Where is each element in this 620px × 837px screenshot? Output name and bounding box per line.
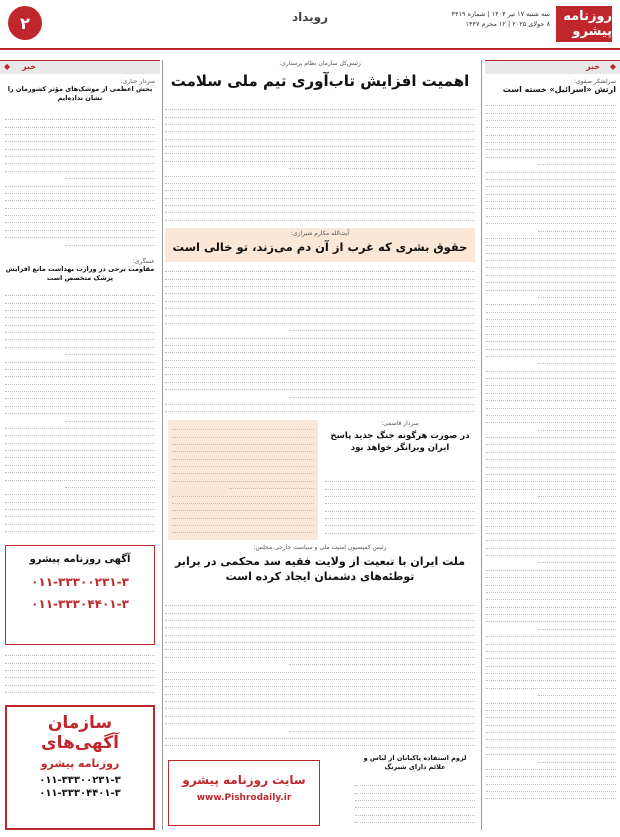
text-line	[165, 303, 475, 309]
text-line	[165, 288, 475, 294]
text-line	[165, 193, 475, 199]
text-line	[165, 104, 475, 110]
text-line	[5, 129, 155, 135]
text-line	[65, 482, 155, 488]
text-line	[165, 355, 475, 361]
issue-date-line2: ۸ جولای ۲۰۲۵ | ۱۲ محرم ۱۴۴۷	[465, 20, 550, 28]
text-line	[5, 393, 155, 399]
left-bar-label: خبر	[22, 62, 37, 71]
org-ad	[5, 705, 155, 830]
box-article-header	[325, 420, 475, 470]
text-line	[486, 594, 616, 600]
text-line	[165, 406, 475, 412]
text-line	[165, 681, 475, 687]
text-line	[172, 424, 314, 430]
org-ad-line1: سازمان	[47, 713, 113, 733]
text-line	[486, 749, 616, 755]
text-line	[325, 498, 475, 504]
text-line	[486, 550, 616, 556]
text-line	[5, 158, 155, 164]
mid-article-headline: حقوق بشری که غرب از آن دم می‌زند، تو خالی است	[172, 240, 468, 254]
text-line	[486, 410, 616, 416]
text-line	[538, 557, 616, 563]
text-line	[5, 290, 155, 296]
text-line	[5, 210, 155, 216]
text-line	[325, 483, 475, 489]
text-line	[486, 189, 616, 195]
text-line	[5, 334, 155, 340]
left-a2-body	[5, 290, 155, 540]
text-line	[165, 273, 475, 279]
text-line	[165, 148, 475, 154]
text-line	[486, 107, 616, 113]
text-line	[486, 498, 616, 504]
column-divider	[481, 60, 482, 830]
text-line	[486, 661, 616, 667]
text-line	[165, 637, 475, 643]
text-line	[165, 733, 475, 739]
text-line	[486, 705, 616, 711]
text-line	[538, 425, 616, 431]
text-line	[325, 476, 475, 482]
text-line	[5, 203, 155, 209]
text-line	[486, 100, 616, 106]
text-line	[486, 513, 616, 519]
text-line	[355, 787, 475, 793]
text-line	[486, 572, 616, 578]
text-line	[5, 151, 155, 157]
text-line	[165, 347, 475, 353]
text-line	[165, 384, 475, 390]
left-section-bar	[0, 60, 160, 74]
text-line	[486, 262, 616, 268]
text-line	[486, 742, 616, 748]
text-line	[5, 195, 155, 201]
text-line	[486, 380, 616, 386]
left-bar-marker-icon: ◆	[4, 62, 11, 71]
text-line	[325, 513, 475, 519]
text-line	[486, 270, 616, 276]
org-ad-line2: آگهی‌های	[41, 733, 119, 753]
text-line	[5, 356, 155, 362]
text-line	[5, 687, 155, 693]
text-line	[172, 513, 314, 519]
text-line	[5, 327, 155, 333]
text-line	[5, 312, 155, 318]
text-line	[486, 565, 616, 571]
bottom-article-header	[165, 544, 475, 594]
text-line	[486, 174, 616, 180]
phone-ad-number2: ۰۱۱-۳۳۳۰۴۴۰۱-۳	[31, 597, 129, 611]
text-line	[165, 689, 475, 695]
text-line	[486, 439, 616, 445]
box-article-kicker: سردار قاسمی:	[381, 420, 419, 427]
text-line	[486, 668, 616, 674]
text-line	[172, 468, 314, 474]
text-line	[486, 196, 616, 202]
text-line	[486, 115, 616, 121]
text-line	[5, 467, 155, 473]
text-line	[5, 650, 155, 656]
text-line	[172, 490, 314, 496]
text-line	[5, 121, 155, 127]
text-line	[5, 423, 155, 429]
text-line	[486, 402, 616, 408]
left-a2-kicker: عسگری:	[132, 258, 155, 265]
text-line	[165, 281, 475, 287]
text-line	[325, 520, 475, 526]
text-line	[5, 657, 155, 663]
text-line	[5, 232, 155, 238]
text-line	[486, 469, 616, 475]
text-line	[486, 587, 616, 593]
column-divider	[162, 60, 163, 830]
text-line	[486, 122, 616, 128]
left-a1-title: بخش اعظمی از موشک‌های مؤثر کشورمان را نشان نداده‌ایم	[7, 85, 153, 102]
text-line	[65, 173, 155, 179]
text-line	[65, 349, 155, 355]
text-line	[5, 672, 155, 678]
text-line	[5, 305, 155, 311]
text-line	[172, 505, 314, 511]
org-ad-phone1: ۰۱۱-۳۳۳۰۰۲۳۱-۳	[39, 775, 121, 786]
text-line	[165, 134, 475, 140]
text-line	[486, 506, 616, 512]
text-line	[165, 399, 475, 405]
text-line	[289, 659, 475, 665]
text-line	[165, 696, 475, 702]
text-line	[289, 391, 475, 397]
text-line	[486, 343, 616, 349]
text-line	[486, 779, 616, 785]
text-line	[165, 207, 475, 213]
text-line	[486, 638, 616, 644]
right-col-body	[486, 100, 616, 810]
text-line	[486, 461, 616, 467]
text-line	[325, 491, 475, 497]
text-line	[486, 417, 616, 423]
text-line	[486, 351, 616, 357]
text-line	[5, 371, 155, 377]
text-line	[538, 756, 616, 762]
site-ad	[168, 760, 320, 826]
text-line	[486, 675, 616, 681]
text-line	[5, 452, 155, 458]
text-line	[5, 504, 155, 510]
text-line	[5, 489, 155, 495]
mid-article-header	[165, 228, 475, 262]
text-line	[486, 203, 616, 209]
text-line	[486, 447, 616, 453]
text-line	[486, 520, 616, 526]
text-line	[5, 401, 155, 407]
text-line	[5, 474, 155, 480]
top-article-body	[165, 104, 475, 224]
text-line	[5, 386, 155, 392]
bottom-article-body	[165, 600, 475, 750]
text-line	[165, 185, 475, 191]
text-line	[165, 111, 475, 117]
text-line	[325, 528, 475, 534]
mid-article-kicker: آیت‌الله مکارم شیرازی:	[290, 230, 350, 237]
text-line	[486, 528, 616, 534]
text-line	[165, 266, 475, 272]
text-line	[165, 600, 475, 606]
top-article-headline: اهمیت افزایش تاب‌آوری تیم ملی سلامت	[170, 72, 470, 90]
text-line	[486, 720, 616, 726]
text-line	[172, 431, 314, 437]
left-a1-body	[5, 114, 155, 254]
bottom-article-headline: ملت ایران با تبعیت از ولایت فقیه سد محکمی در برابر توطئه‌های دشمنان ایجاد کرده است	[174, 555, 466, 583]
text-line	[486, 631, 616, 637]
text-line	[486, 543, 616, 549]
text-line	[172, 527, 314, 533]
org-ad-phone2: ۰۱۱-۳۳۳۰۴۴۰۱-۳	[39, 788, 121, 799]
text-line	[165, 622, 475, 628]
text-line	[486, 786, 616, 792]
newspaper-logo: روزنامه پیشرو	[556, 6, 612, 42]
text-line	[486, 602, 616, 608]
text-line	[486, 454, 616, 460]
text-line	[165, 126, 475, 132]
text-line	[486, 388, 616, 394]
text-line	[5, 144, 155, 150]
text-line	[5, 136, 155, 142]
top-article-kicker: رئیس‌کل سازمان نظام پرستاری:	[279, 60, 361, 67]
text-line	[289, 325, 475, 331]
mid-article-body	[165, 266, 475, 416]
left-a1-header	[5, 78, 155, 112]
text-line	[486, 233, 616, 239]
text-line	[165, 652, 475, 658]
text-line	[5, 188, 155, 194]
text-line	[5, 364, 155, 370]
text-line	[5, 665, 155, 671]
issue-date-line1: سه شنبه ۱۷ تیر ۱۴۰۴ | شماره ۴۴۱۹	[451, 10, 550, 18]
text-line	[165, 674, 475, 680]
text-line	[172, 476, 314, 482]
text-line	[5, 297, 155, 303]
text-line	[165, 644, 475, 650]
site-ad-url: www.Pishrodaily.ir	[196, 793, 292, 803]
text-line	[486, 307, 616, 313]
text-line	[5, 430, 155, 436]
text-line	[486, 793, 616, 799]
text-line	[165, 332, 475, 338]
right-section-bar	[485, 60, 620, 74]
text-line	[5, 526, 155, 532]
box-article-body	[325, 476, 475, 540]
text-line	[486, 218, 616, 224]
text-line	[486, 535, 616, 541]
text-line	[165, 318, 475, 324]
text-line	[355, 780, 475, 786]
text-line	[165, 310, 475, 316]
text-line	[5, 166, 155, 172]
text-line	[172, 535, 314, 540]
text-line	[5, 217, 155, 223]
text-line	[486, 432, 616, 438]
text-line	[538, 624, 616, 630]
text-line	[172, 520, 314, 526]
text-line	[486, 211, 616, 217]
right-col-header	[486, 78, 616, 98]
phone-ad-title: آگهی روزنامه پیشرو	[29, 554, 131, 565]
text-line	[5, 519, 155, 525]
text-line	[65, 239, 155, 245]
text-line	[486, 255, 616, 261]
small-article-headline: لزوم استفاده پاکبانان از لباس و علائم دارای شبرنگ	[363, 754, 467, 771]
text-line	[165, 377, 475, 383]
right-bar-label: خبر	[585, 62, 600, 71]
text-line	[486, 130, 616, 136]
text-line	[172, 446, 314, 452]
right-col-title: ارتش «اسرائیل» خسته است	[502, 85, 616, 94]
text-line	[165, 740, 475, 746]
text-line	[538, 358, 616, 364]
text-line	[165, 607, 475, 613]
text-line	[165, 630, 475, 636]
text-line	[486, 476, 616, 482]
text-line	[289, 725, 475, 731]
text-line	[486, 683, 616, 689]
left-a1-kicker: سردار جباری:	[120, 78, 155, 85]
text-line	[538, 225, 616, 231]
text-line	[486, 299, 616, 305]
text-line	[5, 408, 155, 414]
text-line	[165, 615, 475, 621]
text-line	[5, 114, 155, 120]
text-line	[486, 764, 616, 770]
text-line	[486, 734, 616, 740]
text-line	[486, 653, 616, 659]
text-line	[165, 666, 475, 672]
text-line	[172, 461, 314, 467]
text-line	[5, 342, 155, 348]
text-line	[5, 320, 155, 326]
text-line	[5, 438, 155, 444]
text-line	[165, 200, 475, 206]
text-line	[486, 277, 616, 283]
site-ad-title: سایت روزنامه پیشرو	[182, 773, 306, 787]
text-line	[538, 491, 616, 497]
small-article-body	[355, 780, 475, 828]
text-line	[165, 215, 475, 221]
left-a2-title: مقاومت برخی در وزارت بهداشت مانع افزایش پزشک متخصص است	[5, 265, 155, 282]
section-title: رویداد	[291, 10, 329, 24]
text-line	[486, 248, 616, 254]
bottom-article-kicker: رئیس کمیسیون امنیت ملی و سیاست خارجی مجلس:	[253, 544, 387, 551]
text-line	[538, 690, 616, 696]
text-line	[486, 609, 616, 615]
text-line	[165, 718, 475, 724]
text-line	[5, 445, 155, 451]
text-line	[486, 373, 616, 379]
right-col-kicker: سرلشکر صفوی:	[574, 78, 616, 85]
box-article-headline: در صورت هرگونه جنگ جدید پاسخ ایران ویرانگر خواهد بود	[330, 431, 470, 453]
text-line	[229, 483, 314, 489]
text-line	[486, 329, 616, 335]
text-line	[486, 240, 616, 246]
text-line	[486, 646, 616, 652]
text-line	[355, 795, 475, 801]
text-line	[5, 180, 155, 186]
text-line	[165, 156, 475, 162]
text-line	[486, 181, 616, 187]
text-line	[65, 415, 155, 421]
text-line	[486, 712, 616, 718]
text-line	[486, 314, 616, 320]
text-line	[486, 771, 616, 777]
text-line	[165, 141, 475, 147]
text-line	[355, 817, 475, 823]
text-line	[486, 137, 616, 143]
text-line	[289, 163, 475, 169]
text-line	[486, 579, 616, 585]
org-ad-line3: روزنامه پیشرو	[40, 757, 120, 770]
text-line	[165, 178, 475, 184]
text-line	[172, 498, 314, 504]
text-line	[5, 680, 155, 686]
text-line	[165, 703, 475, 709]
text-line	[486, 336, 616, 342]
text-line	[165, 362, 475, 368]
text-line	[5, 379, 155, 385]
left-a2-header	[5, 258, 155, 288]
text-line	[486, 616, 616, 622]
text-line	[355, 810, 475, 816]
text-line	[165, 340, 475, 346]
right-bar-marker-icon: ◆	[609, 62, 616, 71]
text-line	[165, 296, 475, 302]
small-article-header	[355, 754, 475, 778]
text-line	[486, 366, 616, 372]
text-line	[172, 454, 314, 460]
text-line	[486, 284, 616, 290]
text-line	[172, 439, 314, 445]
left-a3-body	[5, 650, 155, 700]
text-line	[5, 225, 155, 231]
text-line	[538, 292, 616, 298]
text-line	[486, 395, 616, 401]
text-line	[355, 802, 475, 808]
text-line	[165, 119, 475, 125]
text-line	[325, 506, 475, 512]
text-line	[486, 727, 616, 733]
text-line	[538, 159, 616, 165]
phone-ad	[5, 545, 155, 645]
text-line	[165, 369, 475, 375]
text-line	[486, 144, 616, 150]
text-line	[486, 152, 616, 158]
boxed-article-body	[168, 420, 318, 540]
text-line	[5, 497, 155, 503]
page-number-badge: ۲	[8, 6, 42, 40]
text-line	[5, 460, 155, 466]
top-article-header	[165, 60, 475, 100]
text-line	[165, 711, 475, 717]
text-line	[5, 511, 155, 517]
text-line	[486, 484, 616, 490]
text-line	[486, 697, 616, 703]
phone-ad-number1: ۰۱۱-۳۳۳۰۰۲۳۱-۳	[31, 575, 129, 589]
text-line	[486, 321, 616, 327]
text-line	[486, 166, 616, 172]
page-header	[0, 0, 620, 50]
text-line	[165, 170, 475, 176]
